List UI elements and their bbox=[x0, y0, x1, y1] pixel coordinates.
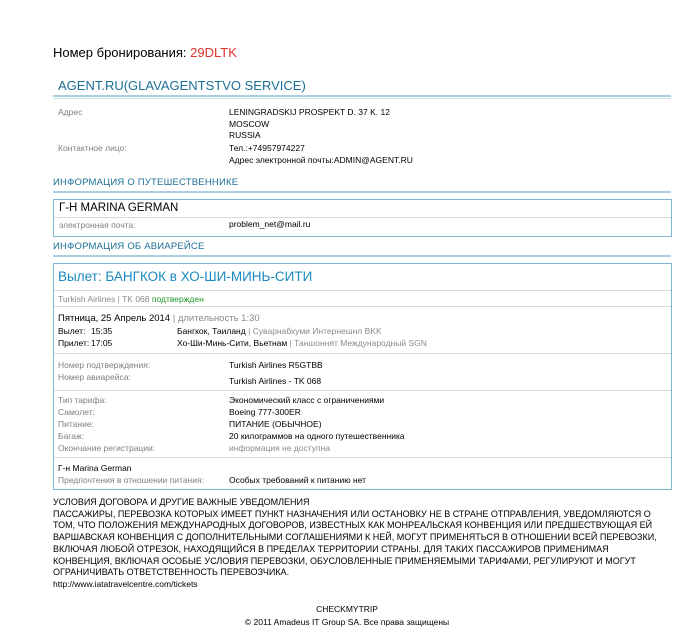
flight-date-line bbox=[58, 313, 260, 324]
traveler-divider bbox=[54, 217, 671, 218]
aircraft-value: Boeing 777-300ER bbox=[229, 407, 301, 417]
agent-divider-bottom bbox=[53, 98, 671, 99]
departure-label: Вылет: bbox=[58, 326, 86, 336]
numbers-divider bbox=[54, 390, 671, 391]
flight-section-divider bbox=[53, 255, 671, 257]
footer-brand: CHECKMYTRIP bbox=[316, 604, 378, 614]
arrival-label: Прилет: bbox=[58, 338, 90, 348]
departure-city: Бангкок, Таиланд bbox=[177, 326, 246, 336]
terms-line: ПАССАЖИРЫ, ПЕРЕВОЗКА КОТОРЫХ ИМЕЕТ ПУНКТ НАЗНАЧЕНИЯ ИЛИ ОСТАНОВКУ НЕ В СТРАНЕ ОТПРАВЛЕНИЯ, УВЕДОМЛЯЮТСЯ О bbox=[53, 508, 651, 519]
arrival-time: 17:05 bbox=[91, 338, 113, 348]
carrier-divider bbox=[54, 306, 671, 307]
fare-value: Экономический класс с ограничениями bbox=[229, 395, 385, 405]
traveler-name: Г-Н MARINA GERMAN bbox=[59, 202, 179, 214]
traveler-email: problem_net@mail.ru bbox=[229, 219, 311, 229]
terms-block bbox=[53, 497, 673, 591]
departure-time: 15:35 bbox=[91, 326, 113, 336]
address-value bbox=[229, 107, 390, 142]
flight-duration: | длительность 1:30 bbox=[172, 313, 260, 324]
address-label: Адрес bbox=[58, 107, 83, 117]
baggage-label: Багаж: bbox=[58, 431, 84, 441]
checkin-value: информация не доступна bbox=[229, 443, 331, 453]
arrival-place bbox=[177, 338, 427, 348]
aircraft-label: Самолет: bbox=[58, 407, 96, 417]
agent-phone: Тел.:+74957974227 bbox=[229, 143, 305, 153]
flight-section-title: ИНФОРМАЦИЯ ОБ АВИАРЕЙСЕ bbox=[53, 241, 205, 252]
flight-date: Пятница, 25 Апрель 2014 bbox=[58, 313, 171, 324]
terms-line: ВАРШАВСКАЯ КОНВЕНЦИЯ С ДОПОЛНИТЕЛЬНЫМИ СОГЛАШЕНИЯМИ К НЕЙ, МОГУТ ПРИМЕНЯТЬСЯ В ОТНОШЕНИИ ВСЕЙ ПЕРЕВОЗКИ, bbox=[53, 532, 657, 543]
arrival-airport: | Таншоннят Международный SGN bbox=[289, 338, 427, 348]
terms-link[interactable]: http://www.iatatravelcentre.com/tickets bbox=[53, 578, 198, 589]
schedule-divider bbox=[54, 353, 671, 354]
baggage-value: 20 килограммов на одного путешественника bbox=[229, 431, 405, 441]
carrier: Turkish Airlines | TK 068 bbox=[58, 294, 150, 304]
terms-line: КОНВЕНЦИЯ, ВКЛЮЧАЯ ОСОБЫЕ УСЛОВИЯ ПЕРЕВОЗКИ, ОБУСЛОВЛЕННЫЕ ПРИМЕНЯЕМЫМИ ТАРИФАМИ, РЕГУЛИРУЮТ И МОГУТ bbox=[53, 555, 636, 566]
booking-code: 29DLTK bbox=[190, 45, 237, 60]
terms-line: ВКЛЮЧАЯ ЛЮБОЙ ОТРЕЗОК, НАХОДЯЩИЙСЯ В ПРЕДЕЛАХ ТЕРРИТОРИИ СТРАНЫ. ДЛЯ ТАКИХ ПАССАЖИРОВ ПРИМЕНИМАЯ bbox=[53, 543, 609, 554]
booking-label: Номер бронирования: bbox=[53, 45, 187, 60]
traveler-section-divider bbox=[53, 191, 671, 193]
checkin-label: Окончание регистрации: bbox=[58, 443, 156, 453]
confirmation-value: Turkish Airlines R5GTBB bbox=[229, 360, 323, 370]
traveler-box bbox=[53, 199, 672, 237]
flight-number-value: Turkish Airlines - TK 068 bbox=[229, 376, 322, 386]
traveler-section-title: ИНФОРМАЦИЯ О ПУТЕШЕСТВЕННИКЕ bbox=[53, 177, 239, 188]
flight-heading: Вылет: БАНГКОК в ХО-ШИ-МИНЬ-СИТИ bbox=[58, 269, 313, 284]
flight-heading-divider bbox=[54, 290, 671, 291]
address-line: LENINGRADSKIJ PROSPEKT D. 37 K. 12 bbox=[229, 107, 390, 117]
agent-name: AGENT.RU(GLAVAGENTSTVO SERVICE) bbox=[58, 78, 306, 93]
arrival-city: Хо-Ши-Минь-Сити, Вьетнам bbox=[177, 338, 288, 348]
terms-line: ОГРАНИЧИВАТЬ ОТВЕТСТВЕННОСТЬ ПЕРЕВОЗЧИКА. bbox=[53, 567, 290, 578]
contact-label: Контактное лицо: bbox=[58, 143, 127, 153]
details-divider bbox=[54, 457, 671, 458]
terms-line: ТОМ, ЧТО ПОЛОЖЕНИЯ МЕЖДУНАРОДНЫХ ДОГОВОРОВ, ИЗВЕСТНЫХ КАК МОНРЕАЛЬСКАЯ КОНВЕНЦИЯ ИЛИ ПРЕДШЕСТВУЮЩАЯ ЕЙ bbox=[53, 520, 653, 531]
confirmation-label: Номер подтверждения: bbox=[58, 360, 151, 370]
carrier-line bbox=[58, 294, 204, 304]
flight-status: подтвержден bbox=[151, 294, 204, 304]
fare-label: Тип тарифа: bbox=[58, 395, 107, 405]
booking-number bbox=[53, 45, 237, 60]
footer-copyright: © 2011 Amadeus IT Group SA. Все права защищены bbox=[244, 617, 450, 627]
meal-pref-value: Особых требований к питанию нет bbox=[229, 475, 366, 485]
passenger-name: Г-н Marina German bbox=[58, 463, 132, 473]
address-line: RUSSIA bbox=[229, 130, 261, 140]
departure-airport: | Суварнабхуми Интернешнл BKK bbox=[248, 326, 382, 336]
meal-value: ПИТАНИЕ (ОБЫЧНОЕ) bbox=[229, 419, 322, 429]
address-line: MOSCOW bbox=[229, 118, 270, 129]
meal-pref-label: Предпочтения в отношении питания: bbox=[58, 475, 204, 485]
meal-label: Питание: bbox=[58, 419, 94, 429]
departure-place bbox=[177, 326, 382, 336]
traveler-email-label: электронная почта: bbox=[59, 220, 136, 230]
agent-email: Адрес электронной почты:ADMIN@AGENT.RU bbox=[229, 155, 413, 165]
terms-title: УСЛОВИЯ ДОГОВОРА И ДРУГИЕ ВАЖНЫЕ УВЕДОМЛЕНИЯ bbox=[53, 497, 310, 507]
flight-box bbox=[53, 263, 672, 490]
flight-number-label: Номер авиарейса: bbox=[58, 372, 131, 382]
agent-divider-top bbox=[53, 95, 671, 97]
